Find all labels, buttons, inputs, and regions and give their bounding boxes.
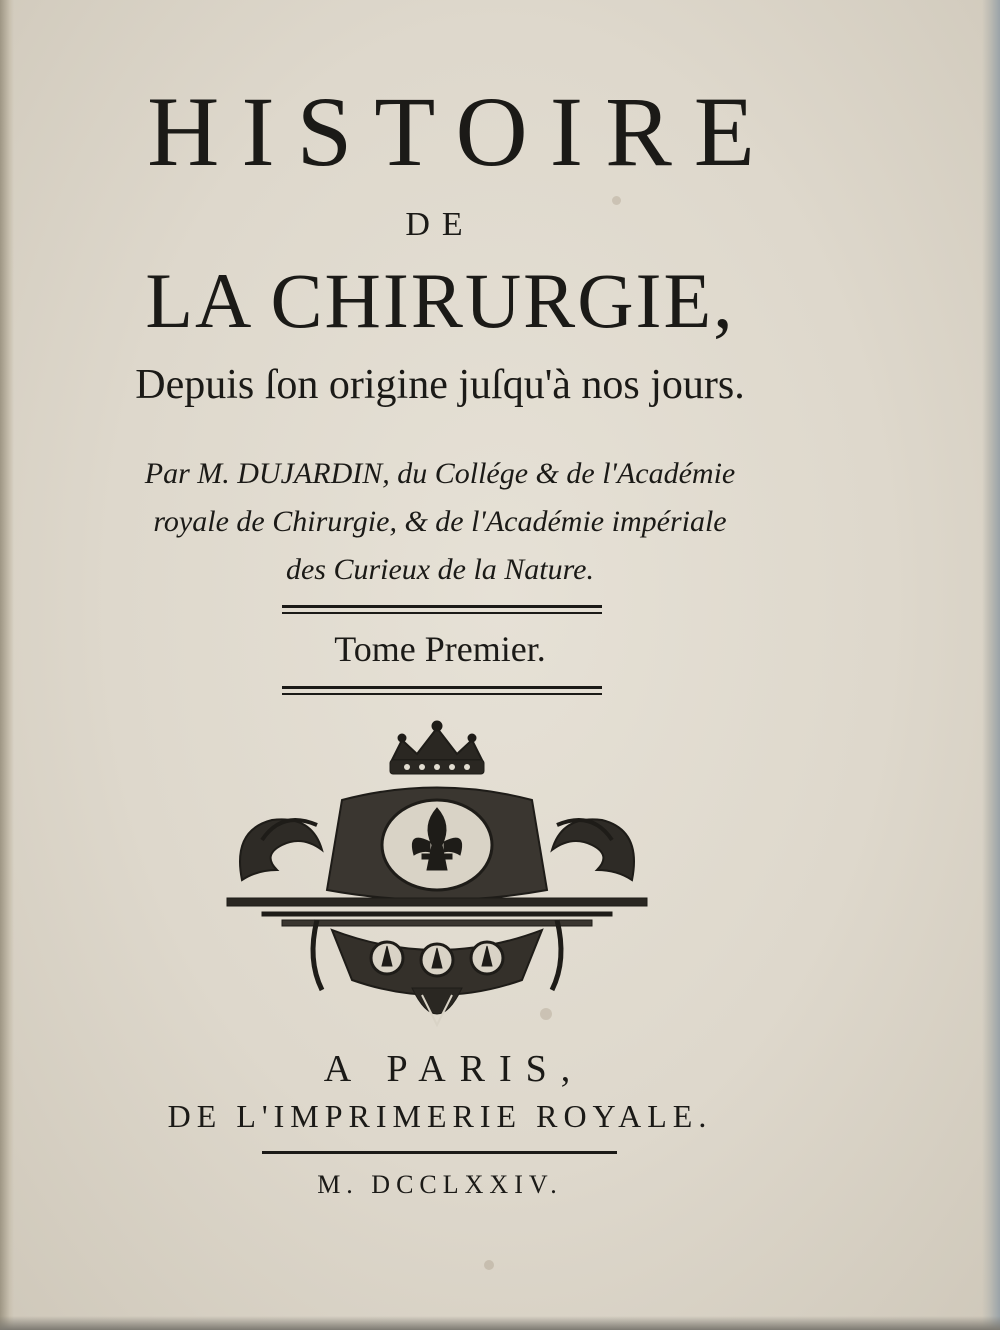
subtitle: Depuis ſon origine juſqu'à nos jours. [135, 362, 745, 408]
author-line-2: royale de Chirurgie, & de l'Académie impériale [153, 505, 727, 538]
page-edge-right [982, 0, 1000, 1330]
imprint-printer: DE L'IMPRIMERIE ROYALE. [167, 1098, 713, 1134]
author-block [0, 450, 880, 594]
author-line-3: des Curieux de la Nature. [285, 553, 594, 586]
imprint-place: A PARIS, [323, 1048, 585, 1090]
title-line-histoire: HISTOIRE [147, 76, 777, 187]
volume-label: Tome Premier. [334, 629, 546, 669]
page-edge-bottom [0, 1316, 1000, 1330]
double-rule-bottom-inner [282, 693, 602, 695]
foxing-spot [484, 1260, 494, 1270]
double-rule-bottom [282, 686, 602, 689]
double-rule-top-inner [282, 612, 602, 614]
title-line-chirurgie: LA CHIRURGIE, [145, 257, 735, 344]
title-line-de: DE [405, 206, 475, 243]
royal-crown-fleur-de-lis-ornament-icon [222, 720, 652, 1030]
author-line-1: Par M. DUJARDIN, du Collége & de l'Académie [144, 457, 736, 490]
imprint-rule [262, 1151, 617, 1154]
imprint-date: M. DCCLXXIV. [317, 1170, 563, 1199]
double-rule-top [282, 605, 602, 608]
foxing-spot [612, 196, 621, 205]
